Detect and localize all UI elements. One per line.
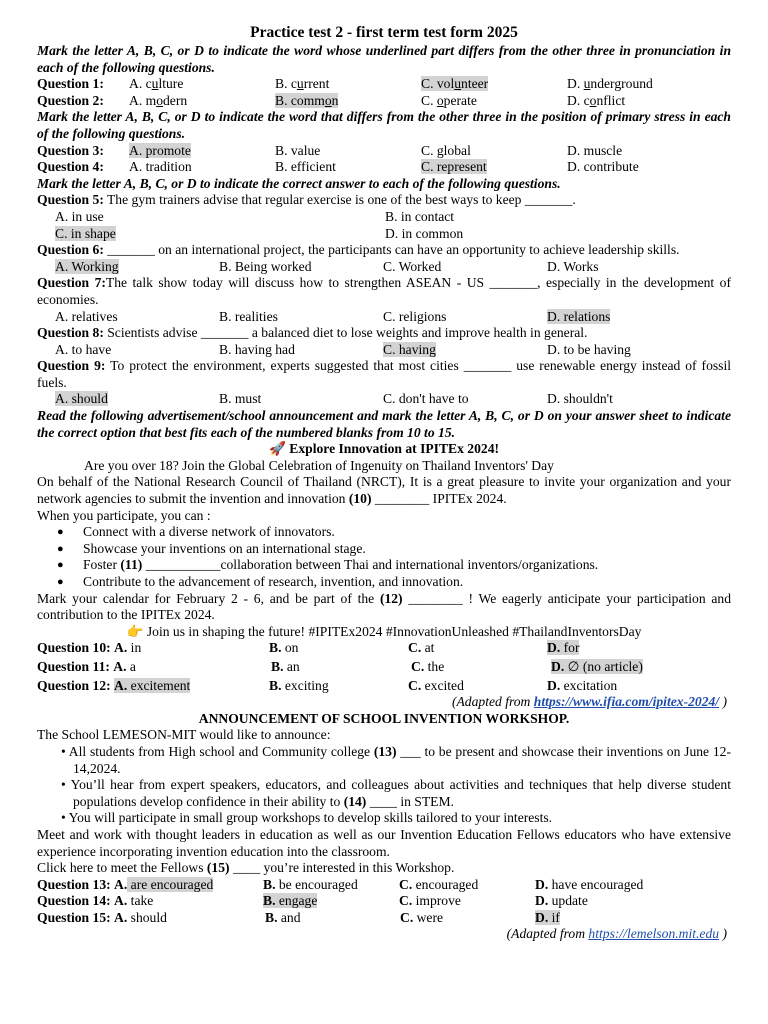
option-d: D. Works <box>547 258 599 274</box>
question-1 <box>37 76 731 93</box>
option-c: C. religions <box>383 308 447 324</box>
option-a: A. modern <box>129 92 188 108</box>
question-12: Question 12: A. excitement B. exciting C. excited D. excitation <box>37 677 618 693</box>
option-d: D. to be having <box>547 341 631 357</box>
option-b: B. must <box>219 391 262 407</box>
bullet-icon: ● <box>57 559 64 572</box>
bullet-item: • You will participate in small group workshops to develop skills tailored to your interests. <box>61 810 553 826</box>
question-7: Question 7:The talk show today will discuss how to strengthen ASEAN - US _______, especially in the development of economies. <box>37 275 731 307</box>
question-label: Question 2: <box>37 92 104 108</box>
bullet-item: ● Foster (11) ___________collaboration between Thai and international inventors/organizations. <box>57 557 599 573</box>
option-a: A. culture <box>129 76 184 92</box>
question-5: Question 5: The gym trainers advise that regular exercise is one of the best ways to keep _______. <box>37 192 576 208</box>
option-b: B. Being worked <box>219 258 312 274</box>
option-d: D. underground <box>567 76 653 92</box>
option-a: A. promote <box>129 142 191 158</box>
question-4 <box>37 159 731 176</box>
announcement-paragraph-1: Meet and work with thought leaders in education as well as our Invention Education Fellows educators who have extensive experience incorporating invention education into the classroom. <box>37 826 731 859</box>
option-a: A. Working <box>55 258 119 274</box>
advertisement-paragraph-3: Mark your calendar for February 2 - 6, and be part of the (12) ________ ! We eagerly anticipate your participation and contribution to the IPITEx 2024. <box>37 590 731 623</box>
option-c: C. global <box>421 142 471 158</box>
option-a: A. to have <box>55 341 112 357</box>
option-c: C. don't have to <box>383 391 469 407</box>
option-d: D. relations <box>547 308 611 324</box>
question-6: Question 6: _______ on an international project, the participants can have an opportunity to achieve leadership skills. <box>37 242 680 258</box>
question-7-options <box>37 309 731 326</box>
option-c: C. volunteer <box>421 76 489 92</box>
bullet-item: ● Connect with a diverse network of innovators. <box>57 524 335 540</box>
source-link-lemelson[interactable]: https://lemelson.mit.edu <box>588 926 720 942</box>
advertisement-paragraph-2: When you participate, you can : <box>37 507 211 523</box>
bullet-item: • All students from High school and Community college (13) ___ to be present and showcase their inventions on June 12-14,2024. <box>61 743 731 776</box>
question-8-options <box>37 342 731 359</box>
question-9-options <box>37 391 731 408</box>
advertisement-hashtags: 👉 Join us in shaping the future! #IPITEx2024 #InnovationUnleashed #ThailandInventorsDay <box>126 623 642 639</box>
option-d: D. in common <box>385 225 464 241</box>
option-a: A. tradition <box>129 159 192 175</box>
question-5-options-row2 <box>37 226 731 243</box>
option-b: B. value <box>275 142 321 158</box>
option-c: C. operate <box>421 92 477 108</box>
announcement-intro: The School LEMESON-MIT would like to announce: <box>37 727 331 743</box>
source-citation-1: (Adapted from https://www.ifia.com/ipitex-2024/ ) <box>451 694 727 710</box>
option-d: D. shouldn't <box>547 391 613 407</box>
question-11: Question 11: A. a B. an C. the D. ∅ (no article) <box>37 658 643 674</box>
announcement-heading: ANNOUNCEMENT OF SCHOOL INVENTION WORKSHOP. <box>198 710 570 726</box>
question-13: Question 13: A. are encouraged B. be encouraged C. encouraged D. have encouraged <box>37 876 644 892</box>
source-citation-2: (Adapted from https://lemelson.mit.edu ) <box>506 926 727 942</box>
option-c: C. having <box>383 341 436 357</box>
bullet-icon: ● <box>57 526 64 539</box>
question-9: Question 9: To protect the environment, experts suggested that most cities _______ use renewable energy instead of fossil fuels. <box>37 358 731 390</box>
question-6-options <box>37 259 731 276</box>
bullet-item: ● Showcase your inventions on an international stage. <box>57 540 366 556</box>
question-8: Question 8: Scientists advise _______ a balanced diet to lose weights and improve health in general. <box>37 325 588 341</box>
announcement-paragraph-2: Click here to meet the Fellows (15) ____ you’re interested in this Workshop. <box>37 860 455 876</box>
question-label: Question 4: <box>37 159 104 175</box>
section2-instruction: Mark the letter A, B, C, or D to indicate the word that differs from the other three in the position of primary stress in each of the following questions. <box>37 109 731 141</box>
option-a: A. in use <box>55 208 104 224</box>
advertisement-paragraph-1: On behalf of the National Research Council of Thailand (NRCT), It is a great pleasure to invite your organization and your network agencies to submit the invention and innovation (10) ________ IPITEx 2024. <box>37 474 731 507</box>
option-d: D. conflict <box>567 92 626 108</box>
option-b: B. having had <box>219 341 295 357</box>
option-b: B. in contact <box>385 208 455 224</box>
section3-instruction: Mark the letter A, B, C, or D to indicate the correct answer to each of the following questions. <box>37 175 561 191</box>
option-b: B. current <box>275 76 330 92</box>
question-label: Question 3: <box>37 142 104 158</box>
question-label: Question 1: <box>37 76 104 92</box>
option-b: B. efficient <box>275 159 336 175</box>
option-b: B. realities <box>219 308 278 324</box>
section1-instruction: Mark the letter A, B, C, or D to indicate the word whose underlined part differs from the other three in pronunciation in each of the following questions. <box>37 43 731 75</box>
option-a: A. relatives <box>55 308 118 324</box>
advertisement-intro: Are you over 18? Join the Global Celebration of Ingenuity on Thailand Inventors' Day <box>84 457 554 473</box>
option-b: B. common <box>275 92 339 108</box>
question-10: Question 10: A. in B. on C. at D. for <box>37 640 580 656</box>
bullet-icon: ● <box>57 542 64 555</box>
question-14: Question 14: A. take B. engage C. improve D. update <box>37 893 588 909</box>
page-title: Practice test 2 - first term test form 2025 <box>250 24 518 41</box>
announcement-bullets <box>37 744 731 827</box>
advertisement-title: 🚀 Explore Innovation at IPITEx 2024! <box>268 441 500 457</box>
bullet-icon: ● <box>57 576 64 588</box>
question-15: Question 15: A. should B. and C. were D. if <box>37 909 560 925</box>
question-3 <box>37 143 731 160</box>
option-d: D. muscle <box>567 142 623 158</box>
option-c: C. Worked <box>383 258 442 274</box>
source-link-ifia[interactable]: https://www.ifia.com/ipitex-2024/ <box>533 694 720 710</box>
bullet-item: ● Contribute to the advancement of research, invention, and innovation. <box>57 574 464 589</box>
bullet-item: • You’ll hear from expert speakers, educators, and colleagues about activities and techniques that help diverse student populations develop confidence in their ability to (14) ____ in STEM. <box>61 777 731 809</box>
option-c: C. in shape <box>55 225 116 241</box>
option-c: C. represent <box>421 159 487 175</box>
option-d: D. contribute <box>567 159 639 175</box>
option-a: A. should <box>55 391 108 407</box>
question-2 <box>37 93 731 110</box>
section4-instruction: Read the following advertisement/school announcement and mark the letter A, B, C, or D on your answer sheet to indicate the correct option that best fits each of the numbered blanks from 10 to 15. <box>37 408 731 440</box>
question-5-options-row1 <box>37 209 731 226</box>
